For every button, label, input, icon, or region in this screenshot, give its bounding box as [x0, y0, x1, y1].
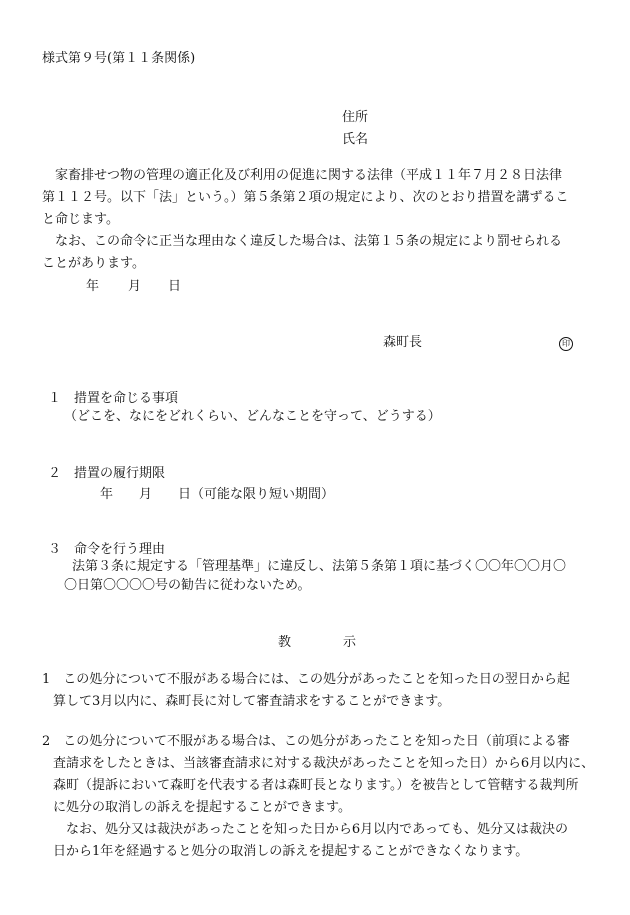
notice-line: 森町（提訴において森町を代表する者は森町長となります。）を被告として管轄する裁判所: [53, 778, 579, 793]
notice-title: 教 示: [278, 635, 357, 650]
notice-line: 算して3月以内に、森町長に対して審査請求をすることができます。: [53, 694, 451, 709]
item-2-detail: 年 月 日（可能な限り短い期間）: [100, 487, 335, 502]
notice-line: に処分の取消しの訴えを提起することができます。: [53, 800, 351, 815]
notice-line: 日から1年を経過すると処分の取消しの訴えを提起することができなくなります。: [53, 844, 529, 859]
date-month: 月: [128, 279, 142, 294]
item-3-heading: ３ 命令を行う理由: [48, 542, 166, 557]
notice-line: 2 この処分について不服がある場合は、この処分があったことを知った日（前項による審: [42, 734, 570, 749]
notice-paragraph-1: [42, 669, 590, 713]
seal-icon: 印: [559, 337, 573, 351]
item-3-detail: 〇日第〇〇〇〇号の勧告に従わないため。: [64, 578, 311, 593]
notice-line: 査請求をしたときは、当該審査請求に対する裁決があったことを知った日）から6月以内に、: [53, 756, 595, 771]
body-line: 第１１２号。以下「法」という。）第５条第２項の規定により、次のとおり措置を講ずるこ: [42, 190, 569, 205]
form-number: 様式第９号(第１１条関係): [42, 51, 196, 66]
seal-mark: [559, 332, 573, 354]
address-label: 住所: [342, 110, 369, 125]
item-2-heading: ２ 措置の履行期限: [48, 466, 166, 481]
notice-line: なお、処分又は裁決があったことを知った日から6月以内であっても、処分又は裁決の: [53, 822, 569, 837]
notice-line: 1 この処分について不服がある場合には、この処分があったことを知った日の翌日から起: [42, 672, 570, 687]
item-1-detail: （どこを、なにをどれくらい、どんなことを守って、どうする）: [64, 409, 441, 424]
date-year: 年: [86, 279, 100, 294]
date-day: 日: [168, 279, 182, 294]
order-body: [42, 165, 590, 275]
item-1-heading: １ 措置を命じる事項: [48, 391, 179, 406]
name-label: 氏名: [342, 132, 369, 147]
body-line: 家畜排せつ物の管理の適正化及び利用の促進に関する法律（平成１１年７月２８日法律: [42, 168, 563, 183]
item-3-detail: 法第３条に規定する「管理基準」に違反し、法第５条第１項に基づく〇〇年〇〇月〇: [72, 559, 567, 574]
body-line: と命じます。: [42, 212, 119, 227]
notice-paragraph-2: [42, 731, 595, 863]
body-line: なお、この命令に正当な理由なく違反した場合は、法第１５条の規定により罰せられる: [42, 234, 563, 249]
body-line: ことがあります。: [42, 256, 145, 271]
issuer-title: 森町長: [383, 335, 423, 350]
